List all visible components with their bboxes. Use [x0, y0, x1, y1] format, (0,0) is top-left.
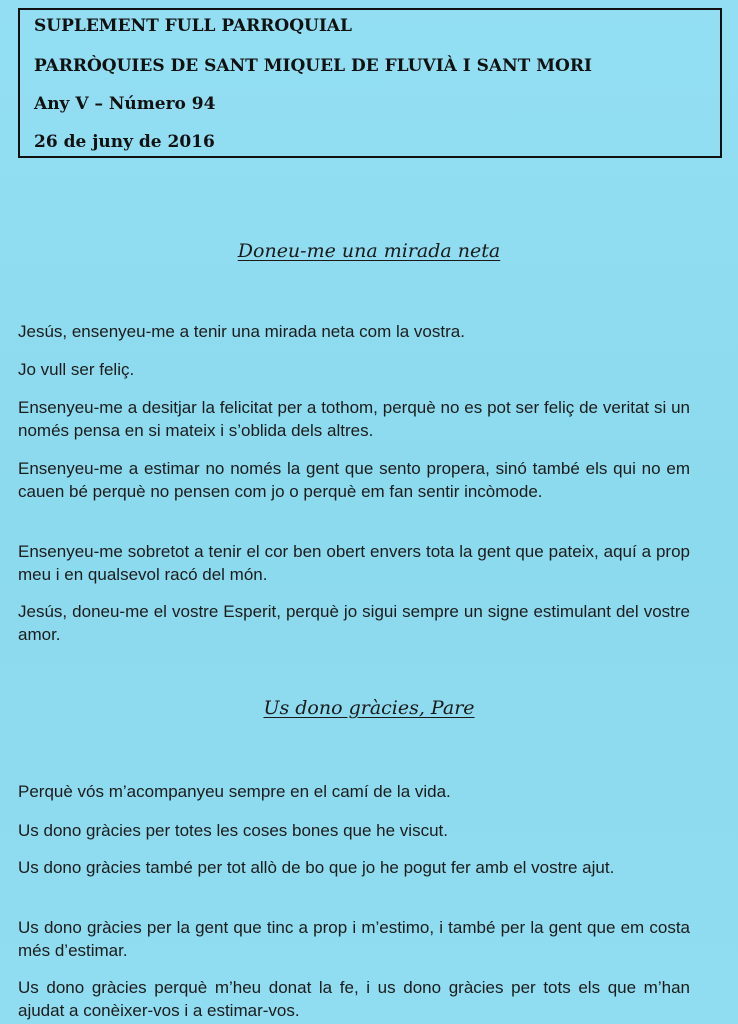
issue-number: Any V – Número 94 [34, 94, 216, 114]
parishes-name: PARRÒQUIES DE SANT MIQUEL DE FLUVIÀ I SANT MORI [34, 56, 592, 76]
paragraph: Perquè vós m’acompanyeu sempre en el camí de la vida. [18, 782, 451, 801]
paragraph: Us dono gràcies perquè m’heu donat la fe, i us dono gràcies per tots els que m’han ajudat a conèixer-vos i a estimar-vos. [18, 978, 690, 1020]
section-title-mirada: Doneu-me una mirada neta [237, 240, 501, 262]
header-box [18, 8, 722, 158]
paragraph: Us dono gràcies per totes les coses bones que he viscut. [18, 821, 448, 840]
section-title-gracies: Us dono gràcies, Pare [263, 697, 475, 719]
issue-date: 26 de juny de 2016 [34, 132, 215, 152]
supplement-title: SUPLEMENT FULL PARROQUIAL [34, 16, 352, 36]
paragraph: Jesús, doneu-me el vostre Esperit, perquè jo sigui sempre un signe estimulant del vostre amor. [18, 602, 690, 644]
paragraph: Jo vull ser feliç. [18, 360, 135, 379]
paragraph: Ensenyeu-me a desitjar la felicitat per a tothom, perquè no es pot ser feliç de veritat si un només pensa en si mateix i s’oblida dels altres. [18, 398, 690, 440]
paragraph: Us dono gràcies per la gent que tinc a prop i m’estimo, i també per la gent que em costa més d’estimar. [18, 918, 690, 960]
paragraph: Us dono gràcies també per tot allò de bo que jo he pogut fer amb el vostre ajut. [18, 858, 615, 877]
paragraph: Ensenyeu-me sobretot a tenir el cor ben obert envers tota la gent que pateix, aquí a prop meu i en qualsevol racó del món. [18, 542, 690, 584]
paragraph: Jesús, ensenyeu-me a tenir una mirada neta com la vostra. [18, 322, 465, 341]
paragraph: Ensenyeu-me a estimar no només la gent que sento propera, sinó també els qui no em cauen bé perquè no pensen com jo o perquè em fan sentir incòmode. [18, 459, 690, 501]
